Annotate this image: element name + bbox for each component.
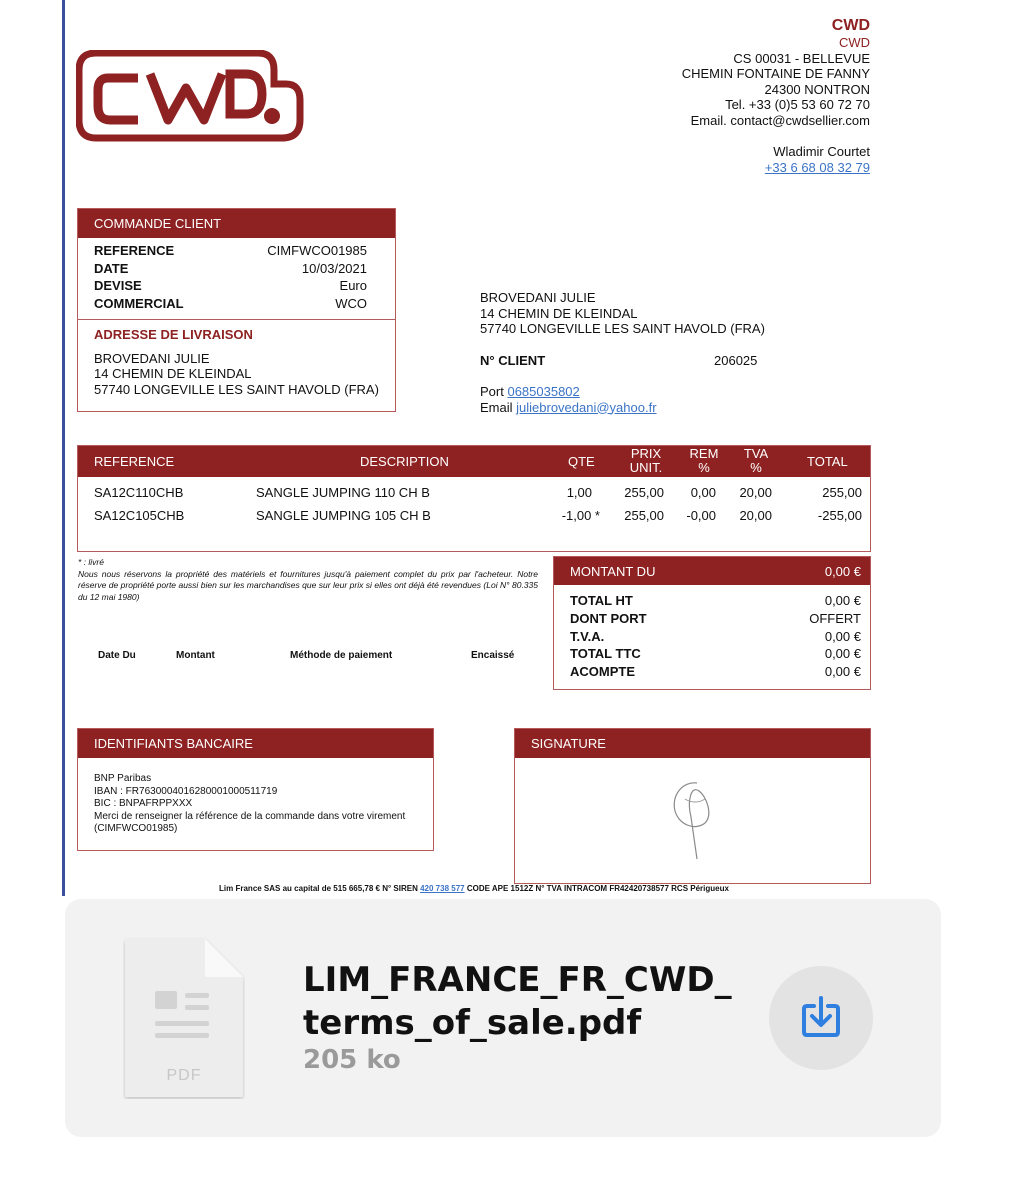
company-name: CWD bbox=[838, 35, 870, 50]
page-left-border bbox=[62, 0, 65, 896]
signature-box bbox=[514, 728, 871, 884]
delivery-line: 14 CHEMIN DE KLEINDAL bbox=[94, 366, 252, 381]
amount-due-label: MONTANT DU bbox=[570, 563, 656, 579]
client-port-row: Port 0685035802 bbox=[480, 384, 580, 399]
col-rem: REM % bbox=[689, 446, 719, 475]
amount-rows bbox=[554, 585, 870, 681]
client-email-link[interactable]: juliebrovedani@yahoo.fr bbox=[516, 399, 657, 415]
amount-due-value: 0,00 € bbox=[824, 563, 861, 579]
pdf-file-icon bbox=[123, 937, 245, 1099]
contact-phone-link[interactable]: +33 6 68 08 32 79 bbox=[764, 159, 870, 175]
amount-row: T.V.A. 0,00 € bbox=[570, 628, 861, 644]
company-tel: Tel. +33 (0)5 53 60 72 70 bbox=[725, 97, 870, 112]
payment-col-encaisse: Encaissé bbox=[471, 650, 515, 661]
client-line: 14 CHEMIN DE KLEINDAL bbox=[480, 305, 638, 321]
items-table: REFERENCE DESCRIPTION QTE PRIX UNIT. REM % TVA % TOTAL SA12C110CHB SANGLE JUMPING 110 CH B 1,00 255,00 0,00 20,00 255,00 SA12C105CHB SANGLE JUMPING 105 CH B -1,00 * 255,00 -0,00 20,00 -255,00 bbox=[77, 445, 871, 552]
payments-headers bbox=[78, 650, 538, 664]
payment-col-date: Date Du bbox=[98, 650, 136, 661]
amount-due-header bbox=[554, 557, 870, 585]
company-email: Email. contact@cwdsellier.com bbox=[690, 112, 870, 128]
payment-col-methode: Méthode de paiement bbox=[290, 650, 393, 661]
bank-line: Merci de renseigner la référence de la commande dans votre virement bbox=[94, 810, 406, 822]
note-clause: Nous nous réservons la propriété des matériels et fournitures jusqu'à paiement complet du prix par l'acheteur. Notre réserve de propriété porte aussi bien sur les marchandises que sur leur prix si elles ont déjà été revendues (Loi N° 80.335 du 12 mai 1980) bbox=[78, 568, 538, 602]
signature-drawing bbox=[665, 777, 715, 862]
signature-header: SIGNATURE bbox=[515, 729, 870, 758]
order-row-devise: DEVISE Euro bbox=[94, 278, 367, 293]
bank-line: BNP Paribas bbox=[94, 773, 152, 784]
client-email-row: Email juliebrovedani@yahoo.fr bbox=[480, 399, 657, 415]
attachment-size: 205 ko bbox=[303, 1045, 401, 1075]
company-address2: CHEMIN FONTAINE DE FANNY bbox=[681, 66, 870, 81]
company-address3: 24300 NONTRON bbox=[764, 81, 870, 97]
bank-line: (CIMFWCO01985) bbox=[94, 823, 178, 834]
siren-link[interactable]: 420 738 577 bbox=[420, 884, 465, 893]
client-port-link[interactable]: 0685035802 bbox=[507, 384, 580, 399]
pdf-type-label: PDF bbox=[166, 1067, 202, 1084]
notes bbox=[78, 557, 538, 603]
order-header: COMMANDE CLIENT bbox=[78, 209, 395, 238]
amount-row: DONT PORT OFFERT bbox=[570, 610, 861, 626]
amount-row: ACOMPTE 0,00 € bbox=[570, 664, 861, 680]
client-number: 206025 bbox=[714, 352, 758, 368]
delivery-title: ADRESSE DE LIVRAISON bbox=[94, 327, 253, 342]
bank-line: IBAN : FR7630004016280001000511719 bbox=[94, 785, 278, 797]
company-address1: CS 00031 - BELLEVUE bbox=[733, 50, 870, 66]
bank-line: BIC : BNPAFRPPXXX bbox=[94, 798, 193, 809]
client-line: BROVEDANI JULIE bbox=[480, 290, 596, 305]
bank-details bbox=[78, 758, 433, 836]
amount-row: TOTAL HT 0,00 € bbox=[570, 593, 861, 608]
delivery-line: 57740 LONGEVILLE LES SAINT HAVOLD (FRA) bbox=[94, 381, 379, 397]
legal-footer: Lim France SAS au capital de 515 665,78 € N° SIREN 420 738 577 CODE APE 1512Z N° TVA INTRACOM FR42420738577 RCS Périgueux bbox=[219, 884, 729, 893]
order-row-reference: REFERENCE CIMFWCO01985 bbox=[94, 243, 367, 258]
amount-row: TOTAL TTC 0,00 € bbox=[570, 646, 861, 662]
client-info bbox=[480, 290, 780, 415]
bank-box bbox=[77, 728, 434, 851]
attachment-filename: LIM_FRANCE_FR_CWD_ terms_of_sale.pdf bbox=[303, 960, 732, 1043]
col-prix: PRIX UNIT. bbox=[629, 446, 663, 475]
delivery-line: BROVEDANI JULIE bbox=[94, 350, 210, 366]
delivery-address bbox=[78, 319, 395, 397]
order-details bbox=[78, 238, 395, 312]
attachment-card[interactable] bbox=[65, 899, 941, 1137]
items-header bbox=[78, 446, 870, 477]
order-row-date: DATE 10/03/2021 bbox=[94, 260, 367, 276]
col-total: TOTAL bbox=[807, 454, 848, 469]
bank-header: IDENTIFIANTS BANCAIRE bbox=[78, 729, 433, 758]
col-reference: REFERENCE bbox=[94, 454, 175, 469]
order-box bbox=[77, 208, 396, 412]
client-number-row: N° CLIENT 206025 bbox=[480, 352, 758, 368]
contact-name: Wladimir Courtet bbox=[773, 144, 870, 159]
company-name-bold: CWD bbox=[831, 17, 870, 34]
payment-col-montant: Montant bbox=[176, 650, 215, 661]
download-button[interactable] bbox=[769, 966, 873, 1070]
note-livre: * : livré bbox=[78, 557, 104, 567]
client-line: 57740 LONGEVILLE LES SAINT HAVOLD (FRA) bbox=[480, 321, 765, 336]
col-description: DESCRIPTION bbox=[360, 454, 449, 469]
download-icon bbox=[801, 996, 841, 1038]
company-logo bbox=[76, 50, 304, 142]
company-info bbox=[682, 16, 870, 175]
amount-due-box bbox=[553, 556, 871, 690]
col-qte: QTE bbox=[568, 454, 595, 469]
col-tva: TVA % bbox=[743, 446, 769, 475]
order-row-commercial: COMMERCIAL WCO bbox=[94, 295, 367, 311]
